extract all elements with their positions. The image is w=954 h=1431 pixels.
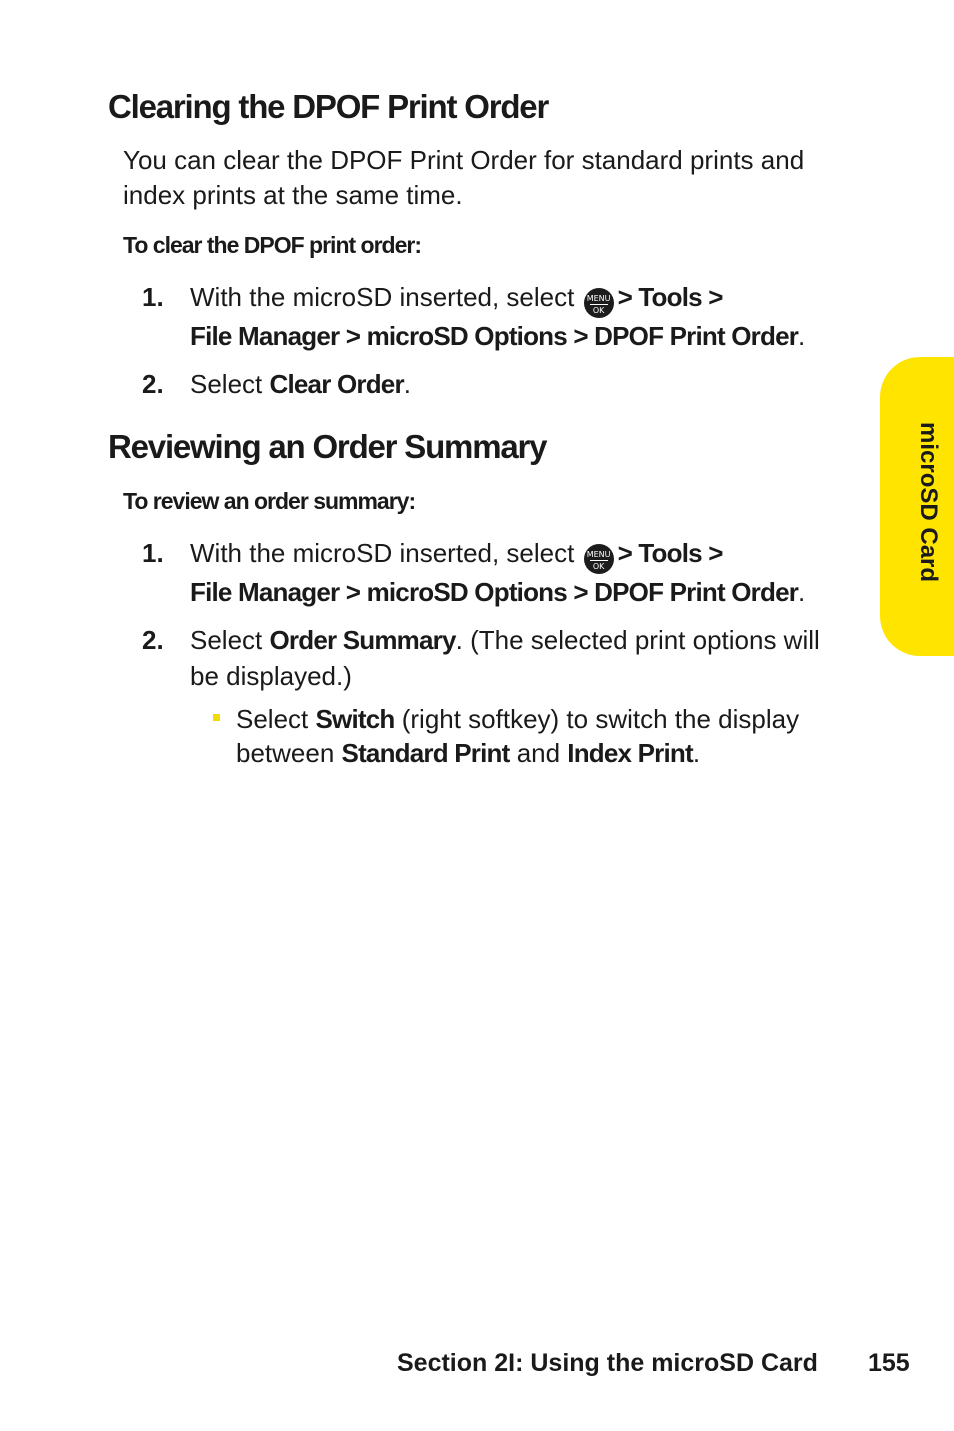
- section-title-reviewing: Reviewing an Order Summary: [108, 428, 547, 465]
- menu-path-dpof: File Manager > microSD Options > DPOF Print Order: [190, 577, 799, 607]
- step-lead-text: Select: [190, 625, 263, 655]
- footer-section-title: Section 2I: Using the microSD Card: [397, 1349, 818, 1377]
- step-lead-text: With the microSD inserted, select: [190, 538, 575, 568]
- index-print-label: Index Print: [567, 738, 693, 768]
- menu-path-tools: > Tools >: [617, 282, 723, 312]
- switch-softkey-label: Switch: [315, 704, 395, 734]
- step-lead-text: Select: [190, 369, 263, 399]
- menu-path-tools: > Tools >: [617, 538, 723, 568]
- step-number: 2.: [142, 625, 164, 655]
- clear-step-1: 1. With the microSD inserted, select MENU OK > Tools > File Manager > microSD Options > DPOF Print Order.: [142, 279, 842, 354]
- review-step-2: 2. Select Order Summary. (The selected print options will be displayed.): [142, 622, 842, 694]
- page-number: 155: [868, 1349, 910, 1377]
- step-number: 2.: [142, 369, 164, 399]
- menu-path-dpof: File Manager > microSD Options > DPOF Print Order: [190, 321, 799, 351]
- intro-paragraph: You can clear the DPOF Print Order for standard prints and index prints at the same time.: [123, 145, 805, 210]
- switch-bullet: Select Switch (right softkey) to switch the display between Standard Print and Index Print.: [213, 702, 833, 770]
- step-number: 1.: [142, 538, 164, 568]
- order-summary-option: Order Summary: [269, 625, 456, 655]
- procedure-heading-clear: To clear the DPOF print order:: [123, 232, 421, 258]
- procedure-heading-review: To review an order summary:: [123, 488, 416, 514]
- clear-step-2: 2. Select Clear Order.: [142, 366, 842, 402]
- bullet-square-icon: [213, 714, 220, 721]
- standard-print-label: Standard Print: [341, 738, 510, 768]
- step-lead-text: With the microSD inserted, select: [190, 282, 575, 312]
- menu-ok-key-icon: MENU OK: [584, 544, 614, 574]
- clear-order-option: Clear Order: [269, 369, 404, 399]
- menu-ok-key-icon: MENU OK: [584, 288, 614, 318]
- section-title-clearing: Clearing the DPOF Print Order: [108, 88, 549, 125]
- step-number: 1.: [142, 282, 164, 312]
- side-tab-label: microSD Card: [915, 422, 942, 583]
- review-step-1: 1. With the microSD inserted, select MENU OK > Tools > File Manager > microSD Options > DPOF Print Order.: [142, 535, 842, 610]
